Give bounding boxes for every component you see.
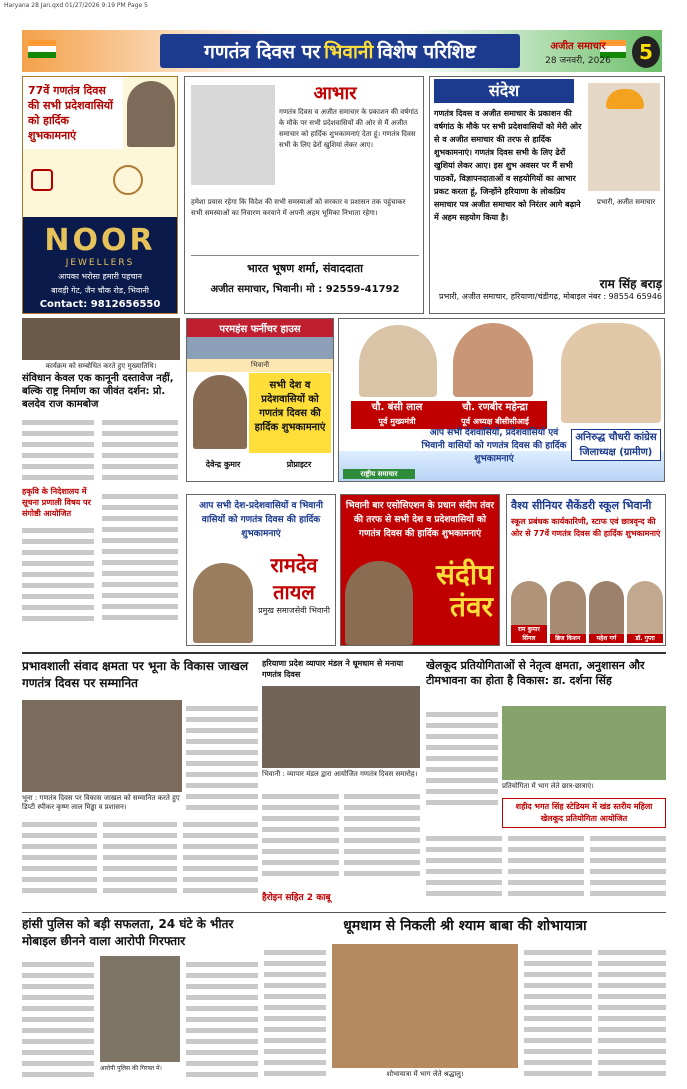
brand-address: बावड़ी गेट, जैन चौक रोड, भिवानी (51, 286, 149, 295)
furniture-title: प्रोप्राइटर (286, 460, 312, 469)
issue-date: 28 जनवरी, 2026 (545, 56, 611, 66)
article-col-b (102, 414, 178, 486)
member-card (550, 581, 586, 643)
abhar-body: गणतंत्र दिवस व अजीत समाचार के प्रकाशन की वर्षगांठ के मौके पर सभी प्रदेशवासियों की ओर से मैं अजीत समाचार को हार्दिक शुभकामनाएं देता हूं। गणतंत्र दिवस सभी के लिए ढेरों खुशियां लेकर आए। (279, 108, 419, 149)
correspondent-photo (191, 85, 275, 185)
abhar-title: आभार (313, 83, 357, 104)
brand-tagline: आपका भरोसा हमारी पहचान (58, 272, 142, 281)
story-col-a (22, 956, 94, 1082)
title-part-c: विशेष परिशिष्ट (377, 41, 476, 63)
owner-photo (193, 375, 247, 449)
article-col-c (22, 522, 94, 627)
ramdev-name (253, 551, 335, 616)
member-name: महेश गर्ग (589, 634, 625, 643)
story-col-c (598, 944, 666, 1082)
congress-greeting: आप सभी देशवासियों, प्रदेशवासियों एवं भिवानी वासियों को गणतंत्र दिवस की हार्दिक शुभकामनाएं (421, 428, 567, 464)
paper-dateline (528, 40, 628, 70)
story-cols (426, 830, 666, 902)
article-headline: संविधान केवल एक कानूनी दस्तावेज नहीं, बल्कि राष्ट्र निर्माण का जीवंत दर्शन: प्रो. बलदेव राज कामबोज (22, 373, 174, 410)
supplement-title (160, 34, 520, 68)
story-shyam-baba (264, 916, 666, 1082)
member-card (511, 581, 547, 643)
ad-noor-jewellers (22, 76, 178, 314)
ad-congress-leaders (338, 318, 665, 482)
story-caption: भूना : गणतंत्र दिवस पर विकास जाखल को सम्मानित करते हुए डिप्टी स्पीकर कृष्ण लाल मिड्ढा व प्रशासन। (22, 794, 180, 811)
story-headline: खेलकूद प्रतियोगिताओं से नेतृत्व क्षमता, अनुशासन और टीमभावना का होता है विकास: डा. दर्शना सिंह (426, 659, 645, 687)
member-photo (589, 581, 625, 634)
story-subhead: शहीद भगत सिंह स्टेडियम में खंड स्तरीय महिला खेलकूद प्रतियोगिता आयोजित (502, 798, 666, 828)
member-name: राम कुमार सिंगल (511, 625, 547, 643)
story-col-b (524, 944, 592, 1082)
sandeep-photo (345, 561, 413, 645)
article-col-d (102, 488, 178, 626)
ad-sandeep-tanwar (340, 494, 500, 646)
story-col-a (264, 944, 326, 1082)
story-col-a (186, 700, 258, 816)
story-col-a (426, 706, 498, 811)
member-card (589, 581, 625, 643)
story-hansi-police (22, 916, 258, 1082)
story-photo (262, 686, 420, 768)
leader-2-name: चौ. रणबीर महेन्द्रा (462, 402, 528, 413)
member-name: डॉ. गुप्ता (627, 634, 663, 643)
furniture-photo (187, 337, 333, 359)
article-subhead: हकृवि के निदेशालय में सूचना प्रणाली विषय पर संगोष्ठी आयोजित (22, 487, 91, 518)
article-photo (22, 318, 180, 360)
school-title: वैश्य सीनियर सैकेंडरी स्कूल भिवानी (511, 499, 652, 512)
leader-2-title: पूर्व अध्यक्ष बीसीसीआई (461, 417, 529, 426)
story-caption: आरोपी पुलिस की गिरफ्त में। (100, 1065, 162, 1072)
story-sports-competition (426, 658, 666, 908)
sandesh-box (429, 76, 665, 314)
sandesh-post: प्रभारी, अजीत समाचार, हरियाणा/चंडीगढ़, मोबाइल नंबर : 98554 65946 (439, 292, 662, 301)
sandesh-title: संदेश (434, 79, 574, 103)
abhar-body-2: हमेशा प्रयास रहेगा कि विदेश की सभी समस्याओं को सरकार व प्रशासन तक पहुंचाकर सभी समस्याओं का निवारण करवाने में अपनी अहम भूमिका निभाता रहेगा। (191, 198, 406, 217)
incharge-photo (588, 83, 660, 191)
story-caption: प्रतियोगिता में भाग लेते छात्र-छात्राएं। (502, 782, 594, 790)
story7-headline: हैरोइन सहित 2 काबू (262, 893, 331, 903)
brand-name: NOOR (44, 223, 156, 258)
leader-1 (351, 401, 443, 429)
title-part-b: भिवानी (324, 41, 374, 63)
school-greeting: स्कूल प्रबंधक कार्यकारिणी, स्टाफ एवं छात्रवृन्द की ओर से 77वें गणतंत्र दिवस की हार्दिक शुभकामनाएं (511, 517, 661, 538)
story-headline: प्रभावशाली संवाद क्षमता पर भूना के विकास जाखल गणतंत्र दिवस पर सम्मानित (22, 659, 249, 690)
congress-leader: अनिरुद्ध चौधरी कांग्रेस जिलाध्यक्ष (ग्रामीण) (571, 429, 661, 461)
noor-brand-panel (23, 217, 177, 313)
sandesh-name: राम सिंह बराड़ (599, 277, 662, 291)
story-caption: शोभायात्रा में भाग लेते श्रद्धालु। (386, 1070, 464, 1078)
sandeep-greeting: भिवानी बार एसोसिएशन के प्रधान संदीप तंवर की तरफ से सभी देश व प्रदेशवासियों को गणतंत्र दिवस की हार्दिक शुभकामनाएं (345, 501, 495, 539)
member-name: ब्रिज किशन (550, 634, 586, 643)
divider (191, 255, 419, 256)
article-constitution (22, 318, 180, 640)
story-headline: धूमधाम से निकली श्री श्याम बाबा की शोभायात्रा (343, 918, 587, 934)
print-slug: Haryana 28 Jan.qxd 01/27/2026 9:19 PM Page 5 (4, 2, 148, 9)
ramdev-desig: प्रमुख समाजसेवी भिवानी (258, 606, 330, 615)
owner-photo (127, 81, 175, 147)
story-photo (502, 706, 666, 780)
story-headline: हरियाणा प्रदेश व्यापार मंडल ने धूमधाम से मनाया गणतंत्र दिवस (262, 659, 404, 679)
furniture-owner: देवेन्द्र कुमार (205, 460, 241, 469)
leader-photo-1 (359, 325, 437, 397)
furniture-strip: भिवानी (187, 359, 333, 372)
furniture-name: परमहंस फर्नीचर हाउस (187, 319, 333, 337)
leader-photo-3 (561, 323, 661, 423)
ramdev-greeting: आप सभी देश-प्रदेशवासियों व भिवानी वासियों को गणतंत्र दिवस की हार्दिक शुभकामनाएं (199, 501, 323, 539)
ad-vaish-school (506, 494, 666, 646)
leader-2 (443, 401, 547, 429)
ad-greeting: 77वें गणतंत्र दिवस की सभी प्रदेशवासियों को हार्दिक शुभकामनाएं (23, 77, 123, 149)
leader-1-title: पूर्व मुख्यमंत्री (378, 417, 416, 426)
abhar-name: भारत भूषण शर्मा, संवाददाता (246, 262, 364, 275)
turban-shape (606, 89, 644, 109)
nj-logo-icon (113, 165, 143, 195)
ramdev-name-a: रामदेव (270, 553, 318, 577)
ramdev-photo (193, 563, 253, 643)
sandesh-sign-label: प्रभारी, अजीत समाचार (596, 198, 656, 206)
flag-icon (28, 40, 56, 58)
paper-name: अजीत समाचार (550, 41, 606, 52)
member-photo (511, 581, 547, 625)
member-photo (627, 581, 663, 634)
story-cols (22, 816, 258, 899)
sandeep-name-a: संदीप (436, 558, 493, 591)
story-photo (22, 700, 182, 792)
member-card (627, 581, 663, 643)
title-part-a: गणतंत्र दिवस पर (204, 41, 321, 63)
story-col-b (186, 956, 258, 1082)
article-photo-caption: कार्यक्रम को सम्बोधित करते हुए मुख्यातिथि। (45, 362, 157, 370)
abhar-box (184, 76, 424, 314)
sandesh-body: गणतंत्र दिवस व अजीत समाचार के प्रकाशन की वर्षगांठ के मौके पर सभी प्रदेशवासियों को मेरी ओर से व अजीत समाचार की तरफ से हार्दिक शुभकामनाएं। गणतंत्र दिवस सभी के लिए ढेरों खुशियां लेकर आए। इस शुभ अवसर पर मैं सभी पाठकों, विज्ञापनदाताओं व सहयोगियों का आभार प्रकट करता हूं, जिन्होंने हरियाणा के लोकप्रिय समाचार पत्र अजीत समाचार को निरंतर आगे बढ़ाने में अहम सहयोग किया है। (434, 109, 582, 222)
story-photo (100, 956, 180, 1062)
leader-1-name: चौ. बंसी लाल (371, 402, 423, 413)
congress-badge: राष्ट्रीय समाचार (343, 469, 415, 479)
school-members (511, 581, 663, 643)
brand-sub: JEWELLERS (65, 258, 135, 268)
member-photo (550, 581, 586, 634)
ad-furniture (186, 318, 334, 482)
furniture-greeting: सभी देश व प्रदेशवासियों को गणतंत्र दिवस की हार्दिक शुभकामनाएं (249, 373, 331, 453)
story-vikas-jakhal (22, 658, 258, 908)
ad-ramdev-tayal (186, 494, 336, 646)
abhar-contact: अजीत समाचार, भिवानी। मो : 92559-41792 (210, 284, 400, 295)
section-divider (22, 652, 666, 654)
story-caption: भिवानी : व्यापार मंडल द्वारा आयोजित गणतंत्र दिवस समारोह। (262, 770, 418, 778)
story-vyapar-mandal (262, 658, 420, 908)
sandeep-name (411, 559, 499, 623)
brand-contact: Contact: 9812656550 (39, 299, 161, 310)
hallmark-icon (31, 169, 53, 191)
ramdev-name-b: तायल (273, 580, 315, 604)
story-headline: हांसी पुलिस को बड़ी सफलता, 24 घंटे के भीतर मोबाइल छीनने वाला आरोपी गिरफ्तार (22, 917, 234, 948)
article-col-a (22, 414, 94, 486)
section-divider (22, 912, 666, 913)
leader-photo-2 (453, 323, 533, 397)
story-cols (262, 788, 420, 882)
sandeep-name-b: तंवर (450, 590, 493, 623)
story-photo (332, 944, 518, 1068)
page-number: 5 (632, 36, 660, 68)
